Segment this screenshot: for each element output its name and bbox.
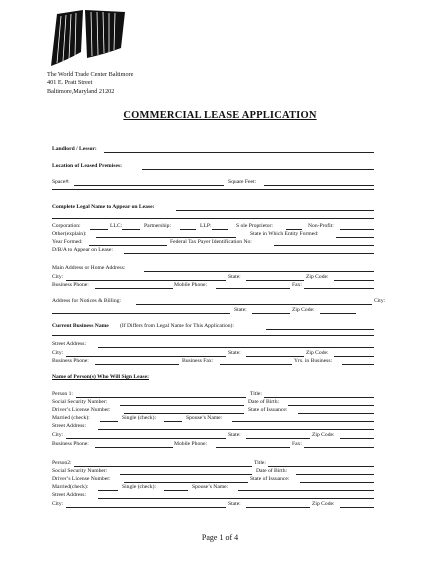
location-row <box>52 162 388 170</box>
dba-row <box>52 246 388 254</box>
yrs-in-business-label: Yrs. in Business: <box>294 358 333 364</box>
corporation-label: Corporation: <box>52 223 81 229</box>
person2-dl-label: Driver’s License Number: <box>52 476 111 482</box>
main-address-label: Main Address or Home Address: <box>52 265 126 271</box>
person1-issuance-label: State of Issuance: <box>248 407 288 413</box>
person1-title-label: Title: <box>250 391 262 397</box>
person1-street-field[interactable] <box>98 429 374 430</box>
person1-city-row <box>52 431 388 439</box>
notices-state-field[interactable] <box>252 313 290 314</box>
current-business-phone-field[interactable] <box>95 364 179 365</box>
person1-ssn-row <box>52 398 388 406</box>
persons-heading-row <box>52 373 388 381</box>
person2-single-label: Single (check): <box>122 484 157 490</box>
person1-mobile-phone-label: Mobile Phone: <box>174 441 208 447</box>
current-business-phone-label: Business Phone: <box>52 358 89 364</box>
space-row <box>52 178 388 186</box>
business-zip-label: Zip Code: <box>306 350 329 356</box>
city-state-zip-row <box>52 273 388 281</box>
location-label: Location of Leased Premises: <box>52 163 122 169</box>
person1-city-label: City: <box>52 432 64 438</box>
mobile-phone-field[interactable] <box>216 288 290 289</box>
person2-title-label: Title: <box>254 460 266 466</box>
person2-state-field[interactable] <box>246 507 310 508</box>
yrs-in-business-field[interactable] <box>342 364 374 365</box>
person2-city-field[interactable] <box>66 507 226 508</box>
dba-label: D/B/A to Appear on Lease: <box>52 247 113 253</box>
person1-spouse-label: Spouse’s Name: <box>186 415 223 421</box>
person2-marital-row <box>52 483 388 491</box>
person1-row <box>52 390 388 398</box>
phones-row <box>52 281 388 289</box>
person1-label: Person 1: <box>52 391 73 397</box>
notices-city-label: City: <box>374 298 386 304</box>
legal-name-row <box>52 203 388 211</box>
person1-dob-label: Date of Birth: <box>248 399 280 405</box>
dba-field[interactable] <box>124 253 374 254</box>
state-label: State: <box>228 274 241 280</box>
person2-ssn-label: Social Security Number: <box>52 468 108 474</box>
city-label: City: <box>52 274 64 280</box>
landlord-row <box>52 145 388 153</box>
fax-label: Fax: <box>292 282 302 288</box>
person1-street-row <box>52 422 388 430</box>
other-label: Other(explain): <box>52 231 87 237</box>
section-divider <box>52 189 374 190</box>
differs-note: (If Differs from Legal Name for This Application): <box>120 323 234 329</box>
world-trade-center-building-icon <box>47 8 129 68</box>
zip-label: Zip Code: <box>306 274 329 280</box>
notices-row <box>52 297 388 305</box>
current-business-name-field[interactable] <box>266 329 374 330</box>
person2-label: Person2: <box>52 460 72 466</box>
square-feet-label: Square Feet: <box>228 179 257 185</box>
fed-tax-id-label: Federal Tax Payer Identification No: <box>170 239 252 245</box>
address-line: 401 E. Pratt Street <box>47 79 93 87</box>
person1-state-label: State: <box>228 432 241 438</box>
legal-name-field[interactable] <box>176 210 374 211</box>
person1-business-phone-field[interactable] <box>95 447 173 448</box>
person2-state-label: State: <box>228 501 241 507</box>
person2-issuance-label: State of Issuance: <box>250 476 290 482</box>
person2-dl-row <box>52 475 388 483</box>
notices-zip-label: Zip Code: <box>292 307 315 313</box>
notices-city-field[interactable] <box>52 313 230 314</box>
company-address <box>47 71 133 96</box>
business-fax-field[interactable] <box>220 364 292 365</box>
person2-spouse-label: Spouse’s Name: <box>192 484 229 490</box>
notices-address-field[interactable] <box>136 304 372 305</box>
space-label: Space#: <box>52 179 70 185</box>
business-fax-label: Business Fax: <box>182 358 214 364</box>
business-street-row <box>52 340 388 348</box>
entity-type-row <box>52 222 388 230</box>
person1-dl-row <box>52 406 388 414</box>
person1-ssn-label: Social Security Number: <box>52 399 108 405</box>
business-city-row <box>52 349 388 357</box>
person1-mobile-phone-field[interactable] <box>216 447 290 448</box>
person2-married-label: Married(check): <box>52 484 89 490</box>
person2-zip-field[interactable] <box>340 507 374 508</box>
person2-zip-label: Zip Code: <box>312 501 335 507</box>
persons-heading: Name of Person(s) Who Will Sign Lease: <box>52 374 149 380</box>
person1-single-label: Single (check): <box>122 415 157 421</box>
person2-city-label: City: <box>52 501 64 507</box>
person1-marital-row <box>52 414 388 422</box>
notices-zip-field[interactable] <box>320 313 356 314</box>
main-address-field[interactable] <box>144 271 374 272</box>
page-title: COMMERCIAL LEASE APPLICATION <box>123 110 317 121</box>
notices-state-label: State: <box>234 307 247 313</box>
address-line: Baltimore,Maryland 21202 <box>47 87 115 95</box>
location-field[interactable] <box>142 169 374 170</box>
business-city-label: City: <box>52 350 64 356</box>
person1-married-label: Married (check): <box>52 415 90 421</box>
street-address-field[interactable] <box>98 347 374 348</box>
mobile-phone-label: Mobile Phone: <box>174 282 208 288</box>
person2-row <box>52 459 388 467</box>
business-phone-fax-row <box>52 357 388 365</box>
llp-label: LLP: <box>200 223 212 229</box>
person2-ssn-row <box>52 467 388 475</box>
business-phone-label: Business Phone: <box>52 282 89 288</box>
business-state-label: State: <box>228 350 241 356</box>
page-number: Page 1 of 4 <box>201 533 239 542</box>
landlord-label: Landlord / Lessor: <box>52 146 97 152</box>
person2-street-field[interactable] <box>98 498 374 499</box>
person2-street-row <box>52 491 388 499</box>
address-line: The World Trade Center Baltimore <box>47 71 134 78</box>
person1-state-field[interactable] <box>246 438 310 439</box>
person1-dl-label: Driver’s License Number: <box>52 407 111 413</box>
main-address-row <box>52 264 388 272</box>
person2-dob-label: Date of Birth: <box>256 468 288 474</box>
fax-field[interactable] <box>304 288 374 289</box>
current-business-name-label: Current Business Name <box>52 323 109 329</box>
street-address-label: Street Address: <box>52 341 87 347</box>
person1-city-field[interactable] <box>66 438 226 439</box>
non-profit-label: Non-Profit: <box>308 223 334 229</box>
sole-proprietor-label: S ole Proprietor: <box>236 223 273 229</box>
legal-name-line2[interactable] <box>52 218 374 219</box>
partnership-label: Partnership: <box>144 223 172 229</box>
person1-fax-field[interactable] <box>304 447 374 448</box>
year-formed-row <box>52 238 388 246</box>
person1-fax-label: Fax: <box>292 441 302 447</box>
person1-zip-field[interactable] <box>340 438 374 439</box>
notices-state-zip-row <box>52 306 388 314</box>
person1-zip-label: Zip Code: <box>312 432 335 438</box>
person2-street-label: Street Address: <box>52 492 87 498</box>
space-field[interactable] <box>74 185 224 186</box>
square-feet-field[interactable] <box>264 185 374 186</box>
other-row <box>52 230 388 238</box>
current-business-row <box>52 322 388 330</box>
state-formed-label: State in Which Entity Formed: <box>250 231 319 237</box>
legal-name-label: Complete Legal Name to Appear on Lease: <box>52 204 155 210</box>
business-phone-field[interactable] <box>95 288 173 289</box>
llc-label: LLC: <box>110 223 123 229</box>
person1-business-phone-label: Business Phone: <box>52 441 89 447</box>
landlord-field[interactable] <box>104 152 374 153</box>
year-formed-label: Year Formed: <box>52 239 83 245</box>
person1-phones-row <box>52 440 388 448</box>
notices-address-label: Address for Notices & Billing: <box>52 298 121 304</box>
person2-city-row <box>52 500 388 508</box>
current-business-name-line2[interactable] <box>52 335 374 336</box>
person1-street-label: Street Address: <box>52 423 87 429</box>
